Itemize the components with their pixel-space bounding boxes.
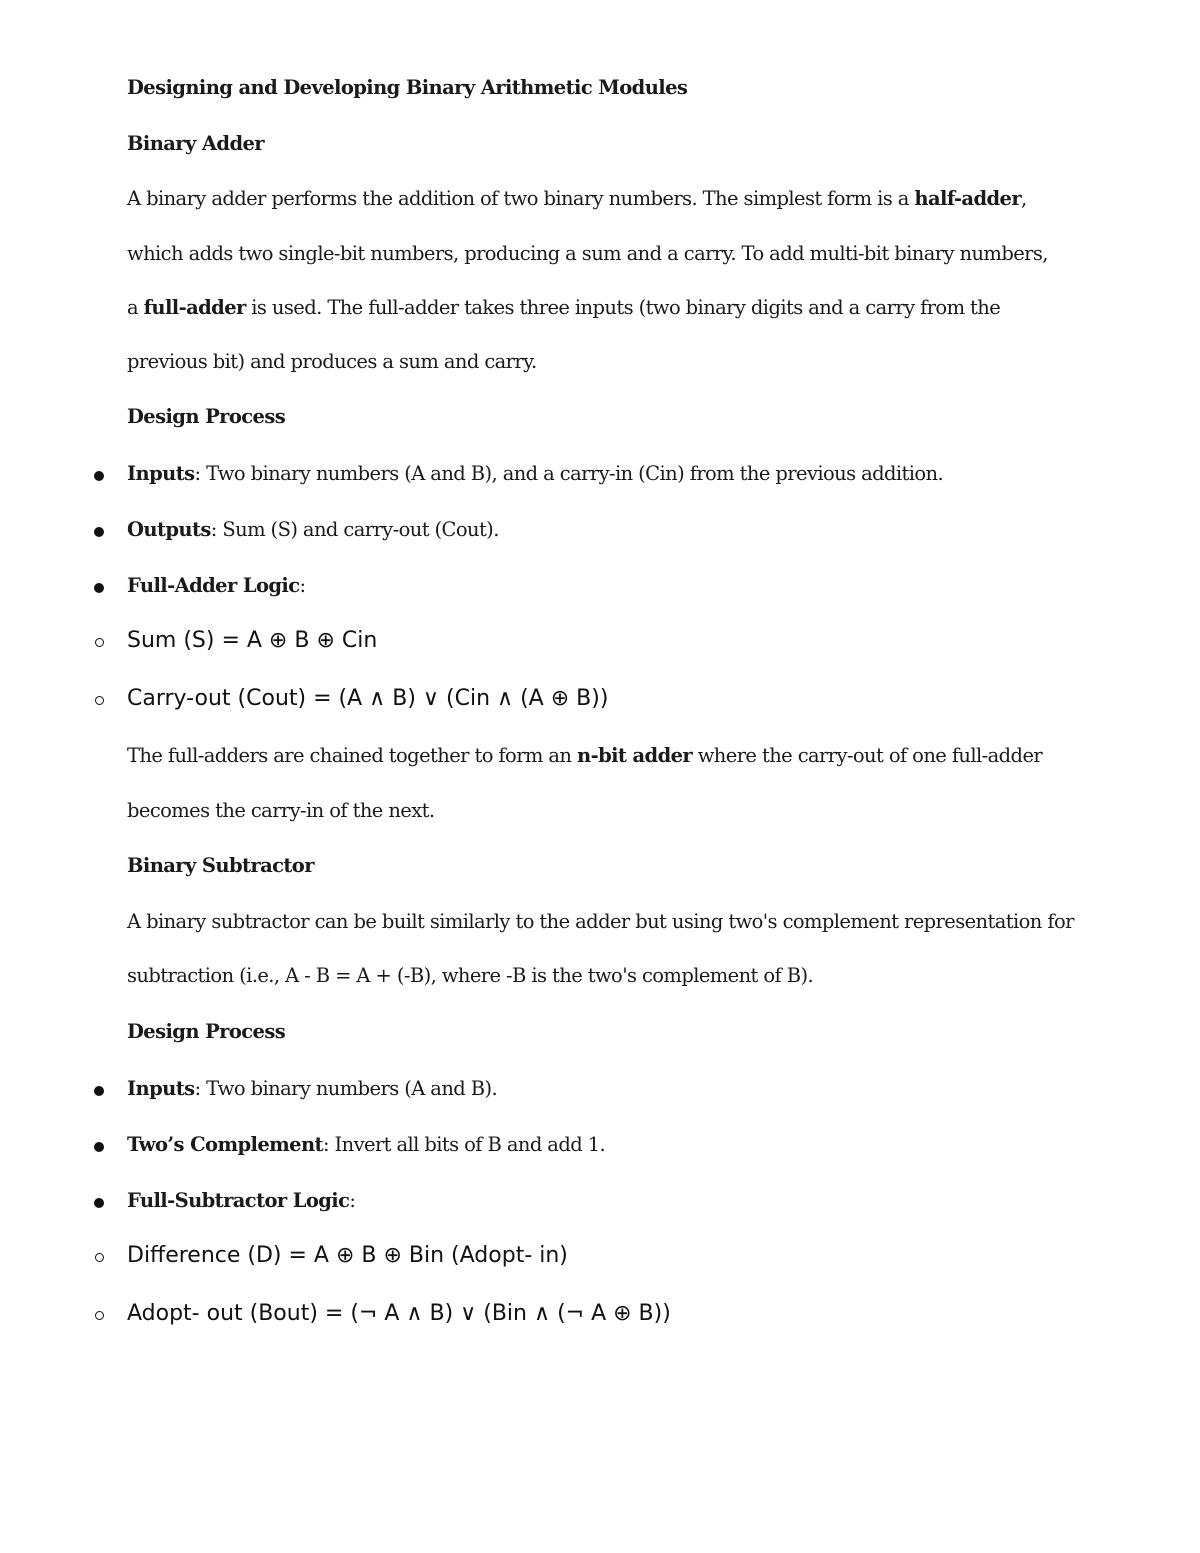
bullet-item <box>127 574 305 598</box>
bullet-item <box>127 518 499 542</box>
bullet-label: Outputs <box>127 518 211 541</box>
adder-chain-line-2: becomes the carry-in of the next. <box>127 799 435 822</box>
term-n-bit-adder: n-bit adder <box>577 744 693 767</box>
formula-difference: Difference (D) = A ⊕ B ⊕ Bin (Adopt- in) <box>127 1243 568 1268</box>
text-run: , <box>1021 187 1027 210</box>
bullet-item <box>127 1133 605 1157</box>
text-run: The full-adders are chained together to form an <box>127 744 577 767</box>
text-run: is used. The full-adder takes three inputs (two binary digits and a carry from the <box>245 296 1001 319</box>
term-half-adder: half-adder <box>914 187 1022 210</box>
bullet-text: : Two binary numbers (A and B), and a carry-in (Cin) from the previous addition. <box>194 462 944 485</box>
bullet-circle-icon <box>95 1311 104 1320</box>
bullet-disc-icon <box>94 1198 104 1208</box>
adder-paragraph-line-3 <box>127 296 1000 320</box>
text-run: a <box>127 296 144 319</box>
bullet-text: : Invert all bits of B and add 1. <box>322 1133 606 1156</box>
bullet-circle-icon <box>95 696 104 705</box>
bullet-disc-icon <box>94 471 104 481</box>
subtractor-paragraph-line-1: A binary subtractor can be built similarly to the adder but using two's complement representation for <box>127 910 1074 933</box>
formula-borrow-out: Adopt- out (Bout) = (¬ A ∧ B) ∨ (Bin ∧ (¬ A ⊕ B)) <box>127 1301 671 1326</box>
bullet-label: Inputs <box>127 1077 195 1100</box>
bullet-disc-icon <box>94 583 104 593</box>
bullet-label: Full-Adder Logic <box>127 574 300 597</box>
bullet-text: : Two binary numbers (A and B). <box>194 1077 498 1100</box>
text-run: where the carry-out of one full-adder <box>692 744 1043 767</box>
bullet-label: Two’s Complement <box>127 1133 323 1156</box>
adder-paragraph-line-4: previous bit) and produces a sum and carry. <box>127 350 537 373</box>
section-heading-binary-adder: Binary Adder <box>127 132 264 155</box>
bullet-disc-icon <box>94 1086 104 1096</box>
adder-paragraph-line-2: which adds two single-bit numbers, producing a sum and a carry. To add multi-bit binary numbers, <box>127 242 1048 265</box>
adder-chain-line-1 <box>127 744 1042 768</box>
text-run: A binary adder performs the addition of two binary numbers. The simplest form is a <box>127 187 915 210</box>
bullet-disc-icon <box>94 1142 104 1152</box>
document-title: Designing and Developing Binary Arithmetic Modules <box>127 76 688 99</box>
subheading-design-process: Design Process <box>127 405 286 428</box>
adder-paragraph-line-1 <box>127 187 1027 211</box>
bullet-text: : <box>349 1189 356 1212</box>
bullet-item <box>127 462 943 486</box>
subtractor-paragraph-line-2: subtraction (i.e., A - B = A + (-B), where -B is the two's complement of B). <box>127 964 814 987</box>
bullet-item <box>127 1189 355 1213</box>
bullet-text: : Sum (S) and carry-out (Cout). <box>210 518 499 541</box>
bullet-disc-icon <box>94 527 104 537</box>
bullet-label: Inputs <box>127 462 195 485</box>
term-full-adder: full-adder <box>143 296 246 319</box>
formula-carry-out: Carry-out (Cout) = (A ∧ B) ∨ (Cin ∧ (A ⊕ B)) <box>127 686 609 711</box>
bullet-item <box>127 1077 497 1101</box>
subheading-design-process: Design Process <box>127 1020 286 1043</box>
bullet-circle-icon <box>95 1253 104 1262</box>
section-heading-binary-subtractor: Binary Subtractor <box>127 854 314 877</box>
bullet-text: : <box>299 574 306 597</box>
formula-sum: Sum (S) = A ⊕ B ⊕ Cin <box>127 628 378 653</box>
bullet-circle-icon <box>95 638 104 647</box>
bullet-label: Full-Subtractor Logic <box>127 1189 350 1212</box>
